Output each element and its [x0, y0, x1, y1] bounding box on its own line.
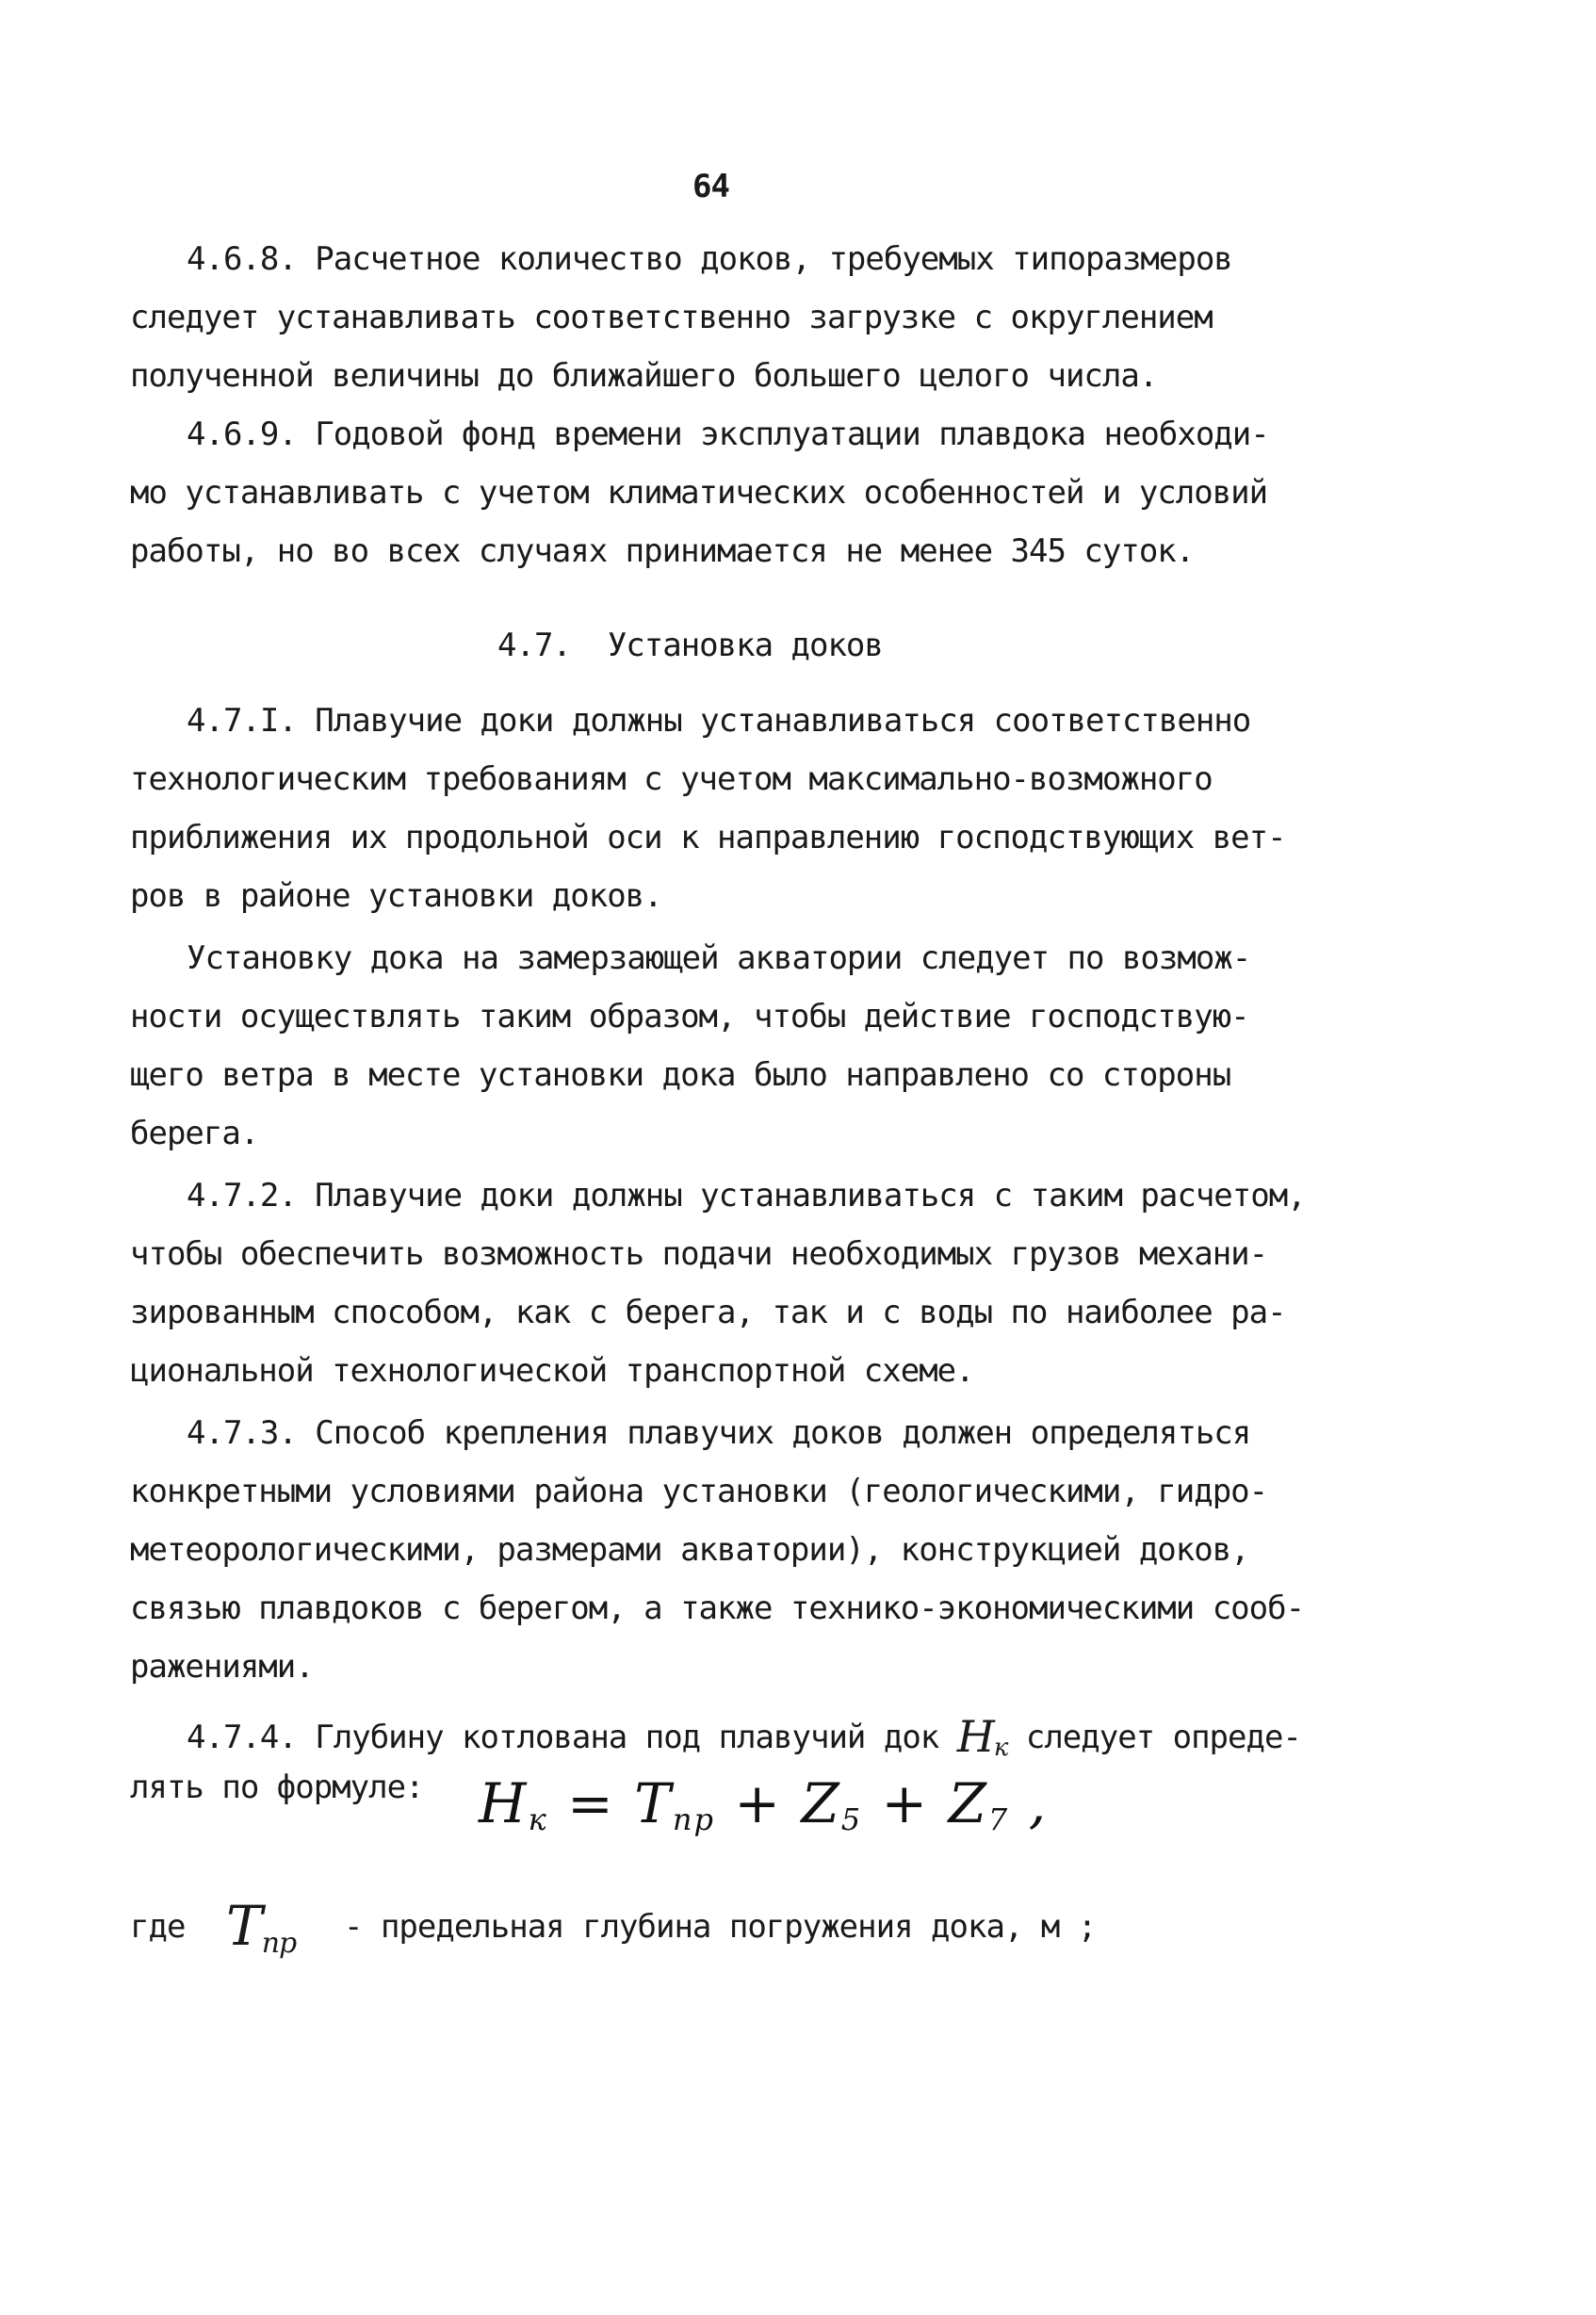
paragraph-4-7-1-line-4: ров в районе установки доков. [130, 877, 662, 915]
paragraph-4-7-2-line-1: 4.7.2. Плавучие доки должны устанавливаться с таким расчетом, [187, 1177, 1306, 1215]
paragraph-4-7-3-line-5: ражениями. [130, 1648, 314, 1686]
hk-symbol [957, 1711, 1008, 1762]
formula-z5: Z [801, 1771, 841, 1835]
tpr-symbol [226, 1894, 296, 1960]
tpr-letter: T [226, 1894, 262, 1958]
formula-t: T [634, 1771, 673, 1835]
paragraph-4-7-1-line-1: 4.7.I. Плавучие доки должны устанавливаться соответственно [187, 702, 1251, 740]
formula-plus-1: + [714, 1771, 802, 1835]
paragraph-4-6-9-line-1: 4.6.9. Годовой фонд времени эксплуатации плавдока необходи- [187, 416, 1269, 453]
section-heading: 4.7. Установка доков [497, 627, 883, 664]
paragraph-4-7-1-line-2: технологическим требованиям с учетом максимально-возможного [130, 760, 1213, 798]
formula-z7: Z [948, 1771, 988, 1835]
paragraph-4-7-3-line-1: 4.7.3. Способ крепления плавучих доков должен определяться [187, 1414, 1251, 1452]
depth-formula [479, 1771, 1048, 1837]
formula-plus-2: + [862, 1771, 949, 1835]
paragraph-4-6-9-line-2: мо устанавливать с учетом климатических особенностей и условий [130, 474, 1268, 512]
paragraph-4-7-4-text-after: следует опреде- [1007, 1719, 1301, 1756]
formula-t-subscript: пр [672, 1801, 715, 1837]
paragraph-4-7-3-line-4: связью плавдоков с берегом, а также технико-экономическими сооб- [130, 1590, 1305, 1627]
paragraph-4-7-2-line-4: циональной технологической транспортной схеме. [130, 1352, 974, 1390]
formula-equals: = [547, 1771, 635, 1835]
paragraph-4-7-3-line-3: метеорологическими, размерами акватории), конструкцией доков, [130, 1531, 1249, 1569]
where-label: где [130, 1908, 186, 1946]
formula-z7-subscript: 7 [987, 1801, 1010, 1837]
tpr-subscript: пр [261, 1927, 297, 1960]
paragraph-4-7-1b-line-1: Установку дока на замерзающей акватории следует по возмож- [187, 939, 1251, 977]
where-definition: - предельная глубина погружения дока, м ; [344, 1908, 1097, 1946]
paragraph-4-7-1b-line-3: щего ветра в месте установки дока было направлено со стороны [130, 1056, 1231, 1094]
paragraph-4-6-8-line-1: 4.6.8. Расчетное количество доков, требуемых типоразмеров [187, 240, 1232, 278]
paragraph-4-7-4-line-1 [187, 1711, 1301, 1762]
page-number: 64 [692, 168, 729, 205]
paragraph-4-7-2-line-2: чтобы обеспечить возможность подачи необходимых грузов механи- [130, 1235, 1268, 1273]
paragraph-4-6-8-line-2: следует устанавливать соответственно загрузке с округлением [130, 299, 1213, 336]
paragraph-4-7-3-line-2: конкретными условиями района установки (геологическими, гидро- [130, 1473, 1268, 1510]
paragraph-4-6-9-line-3: работы, но во всех случаях принимается не менее 345 суток. [130, 532, 1195, 570]
paragraph-4-7-4-text-before: 4.7.4. Глубину котлована под плавучий док [187, 1719, 957, 1756]
formula-h-subscript: к [528, 1801, 548, 1837]
formula-h: H [479, 1771, 529, 1835]
paragraph-4-7-2-line-3: зированным способом, как с берега, так и с воды по наиболее ра- [130, 1294, 1286, 1331]
formula-z5-subscript: 5 [840, 1801, 863, 1837]
paragraph-4-7-1b-line-4: берега. [130, 1115, 259, 1152]
formula-comma: , [1009, 1771, 1049, 1835]
paragraph-4-7-4-line-2: лять по формуле: [130, 1769, 424, 1806]
paragraph-4-7-1-line-3: приближения их продольной оси к направлению господствующих вет- [130, 819, 1286, 856]
hk-subscript: к [993, 1734, 1008, 1762]
paragraph-4-6-8-line-3: полученной величины до ближайшего большего целого числа. [130, 357, 1158, 395]
paragraph-4-7-1b-line-2: ности осуществлять таким образом, чтобы действие господствую- [130, 998, 1249, 1035]
hk-letter: H [956, 1711, 994, 1762]
